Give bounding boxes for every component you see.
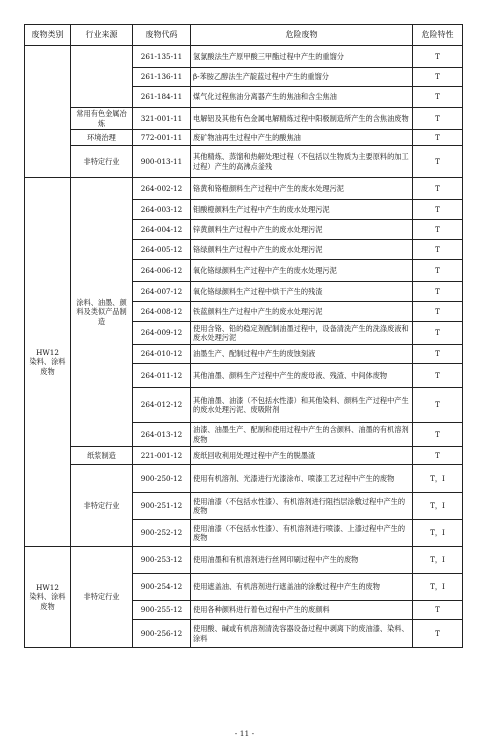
cell-property: T，I bbox=[413, 574, 463, 601]
table-body bbox=[25, 46, 463, 648]
header-industry: 行业来源 bbox=[71, 25, 133, 46]
cell-waste: 铁蓝颜料生产过程中产生的废水处理污泥 bbox=[191, 302, 413, 322]
table-row bbox=[25, 447, 463, 465]
cell-property: T bbox=[413, 345, 463, 364]
cell-waste: 使用油漆（不包括水性漆）、有机溶剂进行喷漆、上漆过程中产生的废物 bbox=[191, 520, 413, 547]
cell-property: T，I bbox=[413, 493, 463, 520]
cell-property: T bbox=[413, 302, 463, 322]
cell-property: T，I bbox=[413, 465, 463, 493]
cell-property: T bbox=[413, 423, 463, 447]
cell-property: T bbox=[413, 322, 463, 345]
table-row bbox=[25, 178, 463, 200]
cell-property: T bbox=[413, 46, 463, 68]
header-property: 危险特性 bbox=[413, 25, 463, 46]
cell-code: 264-007-12 bbox=[133, 282, 191, 302]
cell-waste: 氧化铬绿颜料生产过程中烘干产生的残渣 bbox=[191, 282, 413, 302]
cell-code: 900-252-12 bbox=[133, 520, 191, 547]
cell-property: T bbox=[413, 364, 463, 388]
cell-waste: β-苯胺乙醇法生产靛蓝过程中产生的重馏分 bbox=[191, 68, 413, 87]
cell-industry: 非特定行业 bbox=[71, 465, 133, 547]
cell-code: 900-253-12 bbox=[133, 547, 191, 574]
cell-code: 261-136-11 bbox=[133, 68, 191, 87]
cell-waste: 氢氯酸法生产原甲酸三甲酯过程中产生的重馏分 bbox=[191, 46, 413, 68]
cell-code: 264-013-12 bbox=[133, 423, 191, 447]
cell-property: T bbox=[413, 87, 463, 108]
cell-waste: 废矿物油再生过程中产生的酸焦油 bbox=[191, 130, 413, 146]
cell-waste: 使用含铬、铅的稳定剂配制油墨过程中，设备清洗产生的洗涤废液和废水处理污泥 bbox=[191, 322, 413, 345]
cell-code: 264-005-12 bbox=[133, 240, 191, 260]
cell-industry: 非特定行业 bbox=[71, 547, 133, 648]
cell-code: 264-006-12 bbox=[133, 260, 191, 282]
table-row bbox=[25, 146, 463, 178]
cell-code: 900-254-12 bbox=[133, 574, 191, 601]
cell-property: T bbox=[413, 601, 463, 620]
cell-category: HW12 染料、涂料废物 bbox=[25, 178, 71, 547]
cell-property: T bbox=[413, 388, 463, 423]
cell-category: HW12 染料、涂料废物 bbox=[25, 547, 71, 648]
cell-property: T bbox=[413, 282, 463, 302]
cell-property: T bbox=[413, 178, 463, 200]
cell-waste: 煤气化过程焦油分离器产生的焦油和含尘焦油 bbox=[191, 87, 413, 108]
cell-property: T bbox=[413, 620, 463, 648]
cell-waste: 铬绿颜料生产过程中产生的废水处理污泥 bbox=[191, 240, 413, 260]
cell-property: T bbox=[413, 108, 463, 130]
hazardous-waste-table bbox=[24, 24, 463, 648]
cell-property: T bbox=[413, 146, 463, 178]
table-row bbox=[25, 547, 463, 574]
cell-code: 900-013-11 bbox=[133, 146, 191, 178]
cell-code: 264-010-12 bbox=[133, 345, 191, 364]
cell-industry: 非特定行业 bbox=[71, 146, 133, 178]
page-number: - 11 - bbox=[234, 729, 255, 738]
cell-waste: 油漆、油墨生产、配制和使用过程中产生的含颜料、油墨的有机溶剂废物 bbox=[191, 423, 413, 447]
cell-waste: 氧化铬绿颜料生产过程中产生的废水处理污泥 bbox=[191, 260, 413, 282]
cell-code: 900-255-12 bbox=[133, 601, 191, 620]
cell-code: 264-009-12 bbox=[133, 322, 191, 345]
cell-waste: 废纸回收利用处理过程中产生的脱墨渣 bbox=[191, 447, 413, 465]
cell-code: 264-008-12 bbox=[133, 302, 191, 322]
cell-waste: 使用油漆（不包括水性漆）、有机溶剂进行阻挡层涂敷过程中产生的废物 bbox=[191, 493, 413, 520]
cell-waste: 使用有机溶剂、光漆进行光漆涂布、喷漆工艺过程中产生的废物 bbox=[191, 465, 413, 493]
cell-industry: 涂料、油墨、颜料及类似产品制造 bbox=[71, 178, 133, 447]
cell-waste: 使用遮盖油、有机溶剂进行遮盖油的涂敷过程中产生的废物 bbox=[191, 574, 413, 601]
cell-property: T bbox=[413, 260, 463, 282]
cell-waste: 铬黄和铬橙颜料生产过程中产生的废水处理污泥 bbox=[191, 178, 413, 200]
cell-waste: 使用油墨和有机溶剂进行丝网印刷过程中产生的废物 bbox=[191, 547, 413, 574]
cell-waste: 其他油墨、油漆（不包括水性漆）和其他染料、颜料生产过程中产生的废水处理污泥、废吸附剂 bbox=[191, 388, 413, 423]
cell-code: 264-004-12 bbox=[133, 220, 191, 240]
cell-code: 321-001-11 bbox=[133, 108, 191, 130]
cell-code: 261-135-11 bbox=[133, 46, 191, 68]
cell-property: T bbox=[413, 447, 463, 465]
cell-waste: 油墨生产、配制过程中产生的废蚀刻液 bbox=[191, 345, 413, 364]
cell-waste: 其他油墨、颜料生产过程中产生的废母液、残渣、中间体废物 bbox=[191, 364, 413, 388]
cell-code: 261-184-11 bbox=[133, 87, 191, 108]
cell-code: 900-251-12 bbox=[133, 493, 191, 520]
cell-waste: 使用各种颜料进行着色过程中产生的废颜料 bbox=[191, 601, 413, 620]
header-waste: 危险废物 bbox=[191, 25, 413, 46]
cell-property: T bbox=[413, 68, 463, 87]
cell-code: 900-256-12 bbox=[133, 620, 191, 648]
cell-industry: 环境治理 bbox=[71, 130, 133, 146]
header-code: 废物代码 bbox=[133, 25, 191, 46]
table-row bbox=[25, 108, 463, 130]
cell-industry: 常用有色金属冶炼 bbox=[71, 108, 133, 130]
cell-property: T bbox=[413, 200, 463, 220]
cell-property: T，I bbox=[413, 520, 463, 547]
cell-code: 264-003-12 bbox=[133, 200, 191, 220]
table-row bbox=[25, 130, 463, 146]
cell-code: 772-001-11 bbox=[133, 130, 191, 146]
cell-waste: 锌黄颜料生产过程中产生的废水处理污泥 bbox=[191, 220, 413, 240]
cell-waste: 使用酸、碱或有机溶剂清洗容器设备过程中剥离下的废油漆、染料、涂料 bbox=[191, 620, 413, 648]
cell-code: 264-011-12 bbox=[133, 364, 191, 388]
cell-property: T bbox=[413, 220, 463, 240]
cell-waste: 钼酸橙颜料生产过程中产生的废水处理污泥 bbox=[191, 200, 413, 220]
cell-waste: 电解铝及其他有色金属电解精炼过程中阳极制造所产生的含焦油废物 bbox=[191, 108, 413, 130]
cell-code: 900-250-12 bbox=[133, 465, 191, 493]
cell-property: T，I bbox=[413, 547, 463, 574]
cell-industry bbox=[71, 46, 133, 108]
cell-code: 264-012-12 bbox=[133, 388, 191, 423]
table-row bbox=[25, 46, 463, 68]
cell-category bbox=[25, 46, 71, 178]
cell-code: 264-002-12 bbox=[133, 178, 191, 200]
cell-industry: 纸浆制造 bbox=[71, 447, 133, 465]
table-header-row bbox=[25, 25, 463, 46]
cell-property: T bbox=[413, 240, 463, 260]
header-category: 废物类别 bbox=[25, 25, 71, 46]
cell-waste: 其他精炼、蒸馏和热解处理过程（不包括以生物质为主要原料的加工过程）产生的高沸点釜残 bbox=[191, 146, 413, 178]
cell-property: T bbox=[413, 130, 463, 146]
cell-code: 221-001-12 bbox=[133, 447, 191, 465]
table-row bbox=[25, 465, 463, 493]
